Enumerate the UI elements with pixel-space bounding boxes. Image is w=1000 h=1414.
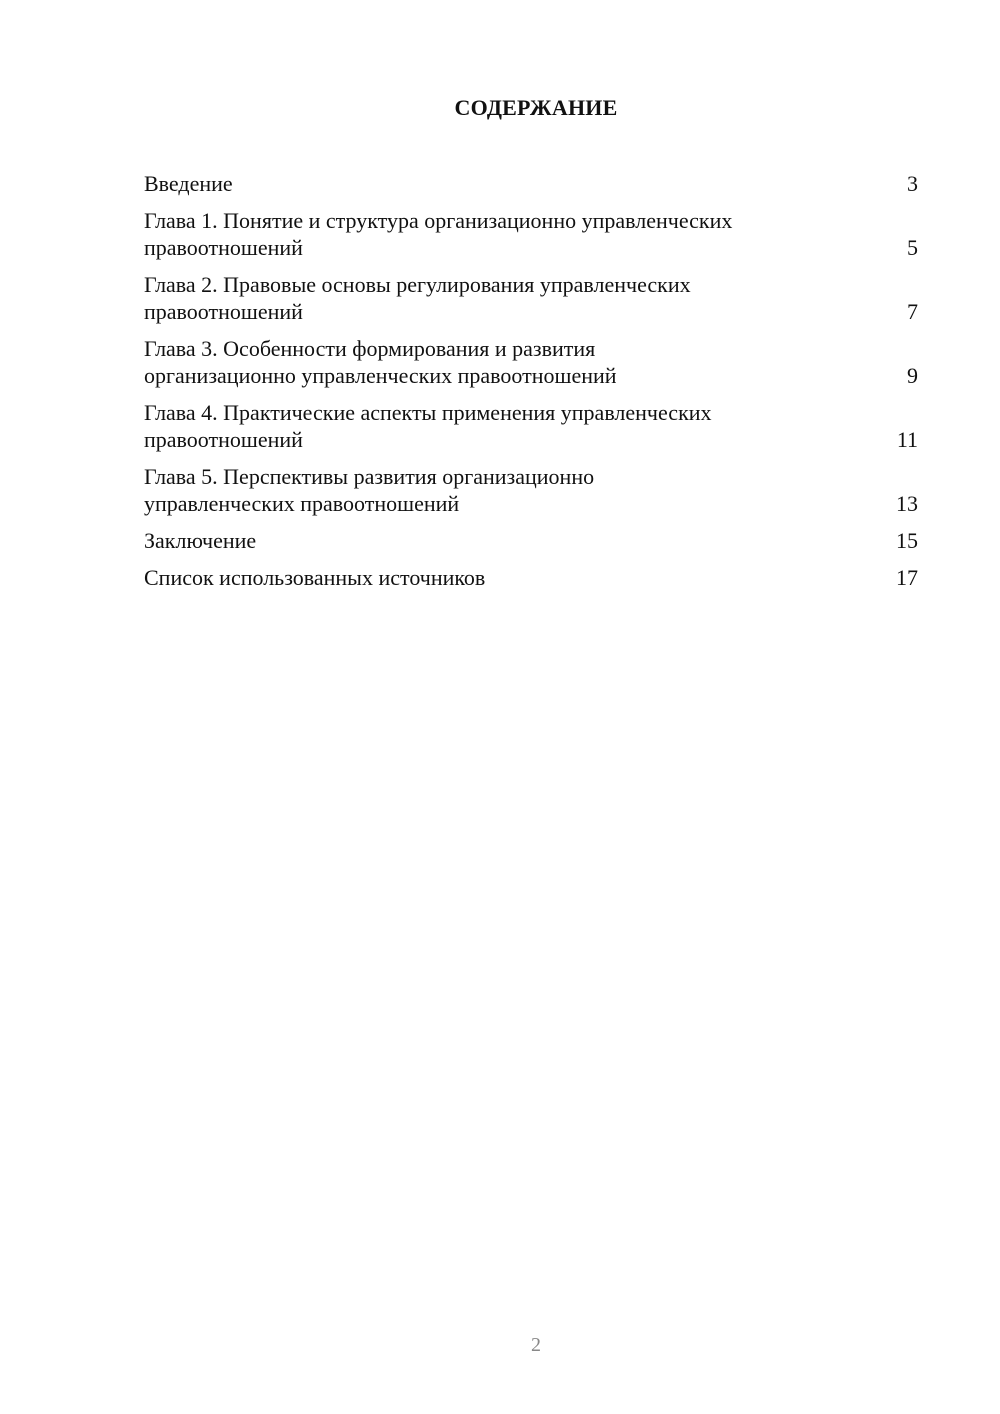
toc-entry-page: 3	[907, 171, 918, 196]
toc-entry-line: Глава 2. Правовые основы регулирования управленческих	[144, 272, 691, 297]
toc-entry-text	[144, 271, 834, 325]
toc-entry-line: Глава 4. Практические аспекты применения управленческих	[144, 400, 712, 425]
toc-entry-line: Список использованных источников	[144, 565, 486, 590]
toc-entry-line: правоотношений	[144, 235, 303, 260]
toc-entry-page: 15	[896, 528, 918, 553]
toc-entry-chapter-1[interactable]	[144, 207, 918, 261]
toc-entry-page: 17	[896, 565, 918, 590]
table-of-contents	[144, 170, 918, 601]
toc-entry-text	[144, 399, 834, 453]
toc-entry-line: правоотношений	[144, 299, 303, 324]
toc-entry-text	[144, 335, 834, 389]
toc-entry-line: управленческих правоотношений	[144, 491, 460, 516]
toc-entry-references[interactable]	[144, 564, 918, 591]
toc-entry-page: 13	[896, 491, 918, 516]
toc-entry-text	[144, 527, 834, 554]
toc-entry-introduction[interactable]	[144, 170, 918, 197]
toc-entry-line: организационно управленческих правоотношений	[144, 363, 617, 388]
toc-entry-line: Заключение	[144, 528, 257, 553]
toc-entry-chapter-2[interactable]	[144, 271, 918, 325]
toc-entry-page: 7	[907, 299, 918, 324]
toc-entry-page: 9	[907, 363, 918, 388]
toc-entry-text	[144, 463, 834, 517]
toc-entry-text	[144, 564, 834, 591]
page-number: 2	[531, 1334, 541, 1356]
toc-entry-page: 11	[896, 427, 918, 452]
toc-entry-text	[144, 207, 834, 261]
toc-entry-line: правоотношений	[144, 427, 303, 452]
toc-entry-text	[144, 170, 834, 197]
toc-entry-line: Глава 1. Понятие и структура организационно управленческих	[144, 208, 733, 233]
page-title: СОДЕРЖАНИЕ	[454, 95, 618, 120]
toc-entry-chapter-4[interactable]	[144, 399, 918, 453]
toc-entry-line: Глава 5. Перспективы развития организационно	[144, 464, 595, 489]
toc-entry-chapter-3[interactable]	[144, 335, 918, 389]
toc-entry-conclusion[interactable]	[144, 527, 918, 554]
toc-entry-line: Глава 3. Особенности формирования и развития	[144, 336, 596, 361]
toc-entry-page: 5	[907, 235, 918, 260]
toc-entry-chapter-5[interactable]	[144, 463, 918, 517]
toc-entry-line: Введение	[144, 171, 233, 196]
